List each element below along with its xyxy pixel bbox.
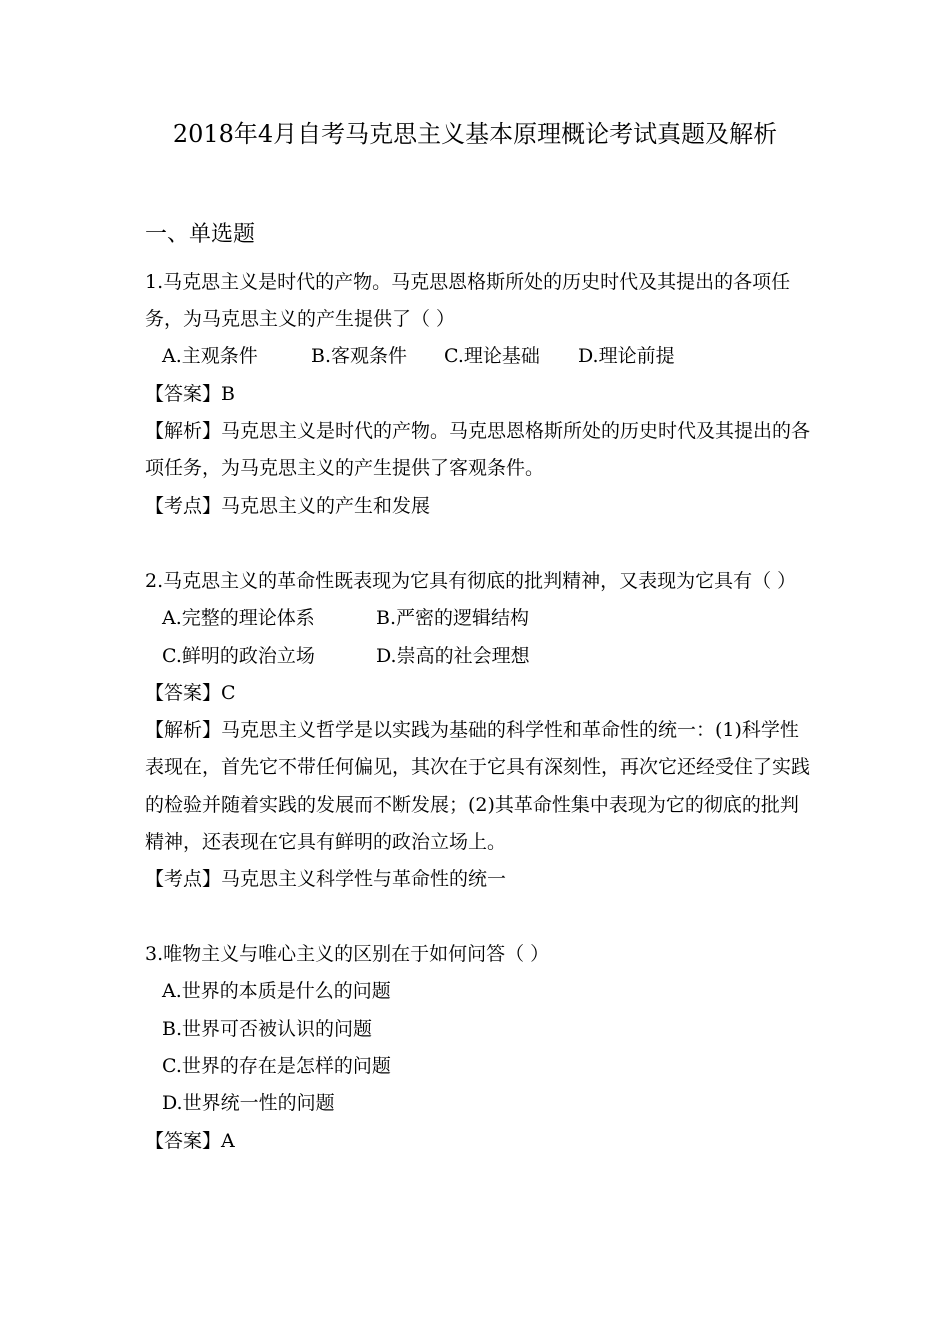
question-2-analysis-line-3: 的检验并随着实践的发展而不断发展；(2)其革命性集中表现为它的彻底的批判 xyxy=(145,794,799,816)
question-2-option-a: A.完整的理论体系 xyxy=(162,607,315,629)
question-1-option-d: D.理论前提 xyxy=(578,345,675,367)
question-3-option-d: D.世界统一性的问题 xyxy=(162,1092,335,1114)
question-3-answer: 【答案】A xyxy=(145,1130,235,1152)
question-2-analysis-line-4: 精神，还表现在它具有鲜明的政治立场上。 xyxy=(145,831,507,853)
question-1-stem-line-1: 1.马克思主义是时代的产物。马克思恩格斯所处的历史时代及其提出的各项任 xyxy=(145,271,791,293)
question-1-stem-line-2: 务，为马克思主义的产生提供了（ ） xyxy=(145,308,456,330)
question-1-option-a: A.主观条件 xyxy=(162,345,258,367)
question-2-answer: 【答案】C xyxy=(145,682,236,704)
question-2-option-c: C.鲜明的政治立场 xyxy=(162,645,315,667)
question-1-option-c: C.理论基础 xyxy=(444,345,540,367)
question-3-stem-line-1: 3.唯物主义与唯心主义的区别在于如何问答（ ） xyxy=(145,943,550,965)
question-1-point: 【考点】马克思主义的产生和发展 xyxy=(145,495,431,517)
question-1-analysis-line-1: 【解析】马克思主义是时代的产物。马克思恩格斯所处的历史时代及其提出的各 xyxy=(145,420,811,442)
question-2-option-d: D.崇高的社会理想 xyxy=(376,645,530,667)
question-1-answer: 【答案】B xyxy=(145,383,235,405)
section-heading: 一、单选题 xyxy=(145,222,256,247)
question-2-analysis-line-2: 表现在，首先它不带任何偏见，其次在于它具有深刻性，再次它还经受住了实践 xyxy=(145,756,811,778)
question-1-analysis-line-2: 项任务，为马克思主义的产生提供了客观条件。 xyxy=(145,457,545,479)
question-3-option-a: A.世界的本质是什么的问题 xyxy=(162,980,391,1002)
document-title: 2018年4月自考马克思主义基本原理概论考试真题及解析 xyxy=(172,120,778,148)
question-2-analysis-line-1: 【解析】马克思主义哲学是以实践为基础的科学性和革命性的统一：(1)科学性 xyxy=(145,719,799,741)
question-2-stem-line-1: 2.马克思主义的革命性既表现为它具有彻底的批判精神，又表现为它具有（ ） xyxy=(145,570,797,592)
question-1-option-b: B.客观条件 xyxy=(311,345,408,367)
question-3-option-c: C.世界的存在是怎样的问题 xyxy=(162,1055,391,1077)
question-2-point: 【考点】马克思主义科学性与革命性的统一 xyxy=(145,868,507,890)
question-2-option-b: B.严密的逻辑结构 xyxy=(376,607,530,629)
question-3-option-b: B.世界可否被认识的问题 xyxy=(162,1018,373,1040)
